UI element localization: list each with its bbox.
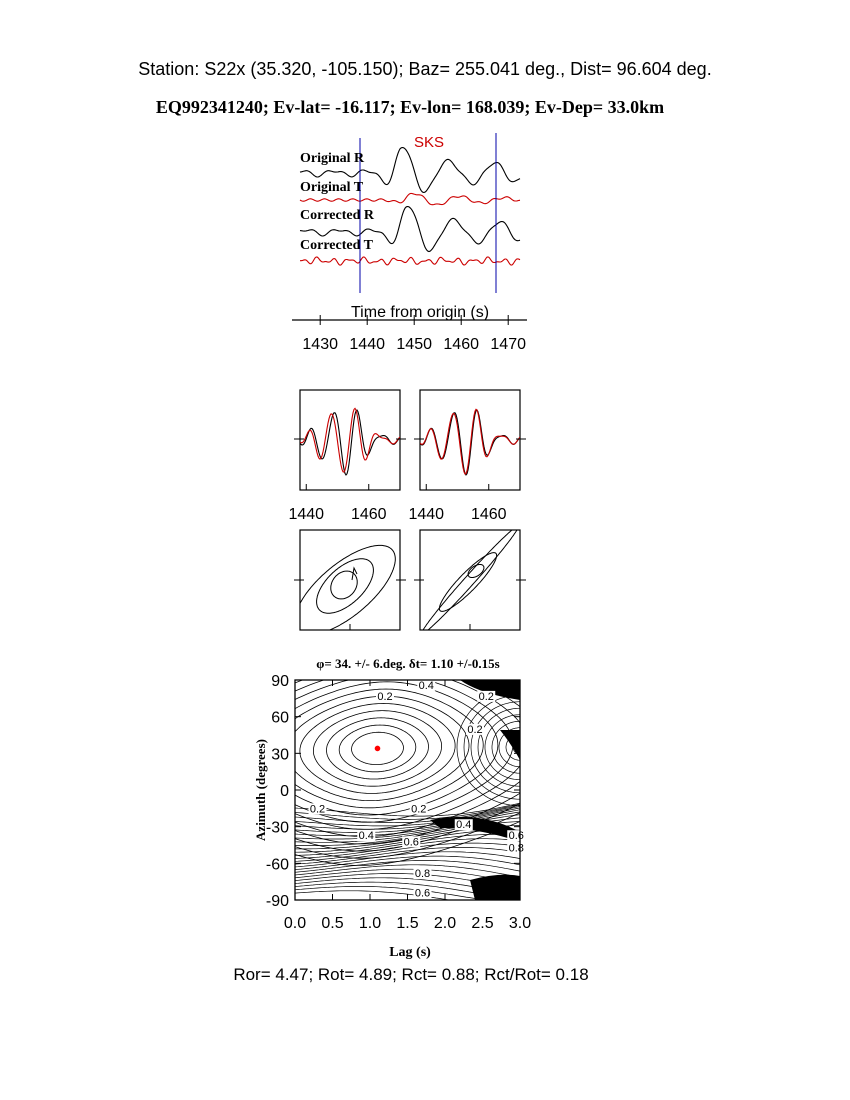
azimuth-axis-label: Azimuth (degrees) [253,739,268,841]
azimuth-tick-label: -60 [265,856,289,874]
trace-label-original-t: Original T [300,180,364,195]
fit-panel-corrected [420,390,520,490]
lag-tick-label: 3.0 [508,915,532,932]
lag-axis-label: Lag (s) [389,945,431,960]
fit-trace-radial [420,410,520,475]
event-info: EQ992341240; Ev-lat= -16.117; Ev-lon= 168.039; Ev-Dep= 33.0km [155,97,665,117]
time-axis-ticks [302,315,526,353]
lag-tick-label: 0.5 [321,915,344,932]
azimuth-tick-label: -30 [265,819,289,837]
grid-contour-band [295,847,520,864]
contour-label: 0.2 [411,803,427,816]
contour-label: 0.2 [377,690,393,703]
time-axis-label: Time from origin (s) [351,304,490,321]
fit-tick-label: 1460 [470,506,507,523]
grid-contour-band [295,865,520,881]
lag-tick-label: 2.5 [471,915,494,932]
lag-tick-label: 2.0 [433,915,457,932]
contour-label: 0.4 [358,830,374,843]
particle-motion-corrected [420,526,520,633]
fit-tick-label: 1460 [350,506,387,523]
time-tick-label: 1440 [349,336,385,353]
splitting-grid [144,631,611,932]
contour-label: 0.8 [508,842,524,855]
phase-label: SKS [414,134,445,151]
contour-label: 0.4 [418,679,434,692]
lag-tick-label: 1.5 [396,915,419,932]
time-tick-label: 1430 [302,336,338,353]
azimuth-tick-label: 0 [280,783,289,800]
fit-tick-label: 1440 [288,506,325,523]
contour-label: 0.2 [309,803,326,816]
lag-tick-label: 0.0 [283,915,307,932]
contour-label: 0.6 [414,887,431,900]
contour-label: 0.6 [403,836,419,849]
trace-corrected-t [300,257,520,265]
trace-label-original-r: Original R [300,151,365,166]
grid-title: φ= 34. +/- 6.deg. δt= 1.10 +/-0.15s [316,656,500,671]
azimuth-tick-label: 90 [271,673,289,690]
trace-label-corrected-r: Corrected R [300,208,374,223]
trace-original-t [300,193,520,204]
fit-tick-label: 1440 [408,506,445,523]
fit-trace-transverse [420,409,520,474]
ratio-summary: Ror= 4.47; Rot= 4.89; Rct= 0.88; Rct/Rot= 0.18 [233,965,589,984]
contour-label: 0.6 [508,830,524,843]
pm-line-mid [439,553,496,612]
station-info: Station: S22x (35.320, -105.150); Baz= 255.041 deg., Dist= 96.604 deg. [138,59,712,79]
azimuth-tick-label: 30 [271,746,289,764]
contour-label: 0.2 [467,723,483,736]
azimuth-tick-label: 60 [271,709,289,727]
particle-motion-ticks [294,580,526,630]
contour-label: 0.2 [478,690,494,703]
pm-loop-mid [317,559,374,614]
contour-label: 0.8 [414,868,431,881]
pm-loop-outer [295,545,396,634]
pm-line-outer [422,526,518,633]
best-fit-point [375,746,381,752]
contour-label: 0.4 [456,819,472,832]
time-tick-label: 1450 [396,336,432,353]
fit-panel-original [300,390,400,490]
fit-trace-transverse [300,408,400,472]
lag-tick-label: 1.0 [358,915,382,932]
waveform-panel [292,133,527,353]
time-tick-label: 1470 [490,336,526,353]
azimuth-tick-label: -90 [265,893,289,910]
trace-label-corrected-t: Corrected T [300,238,373,253]
time-tick-label: 1460 [443,336,479,353]
particle-motion-original [295,530,400,635]
